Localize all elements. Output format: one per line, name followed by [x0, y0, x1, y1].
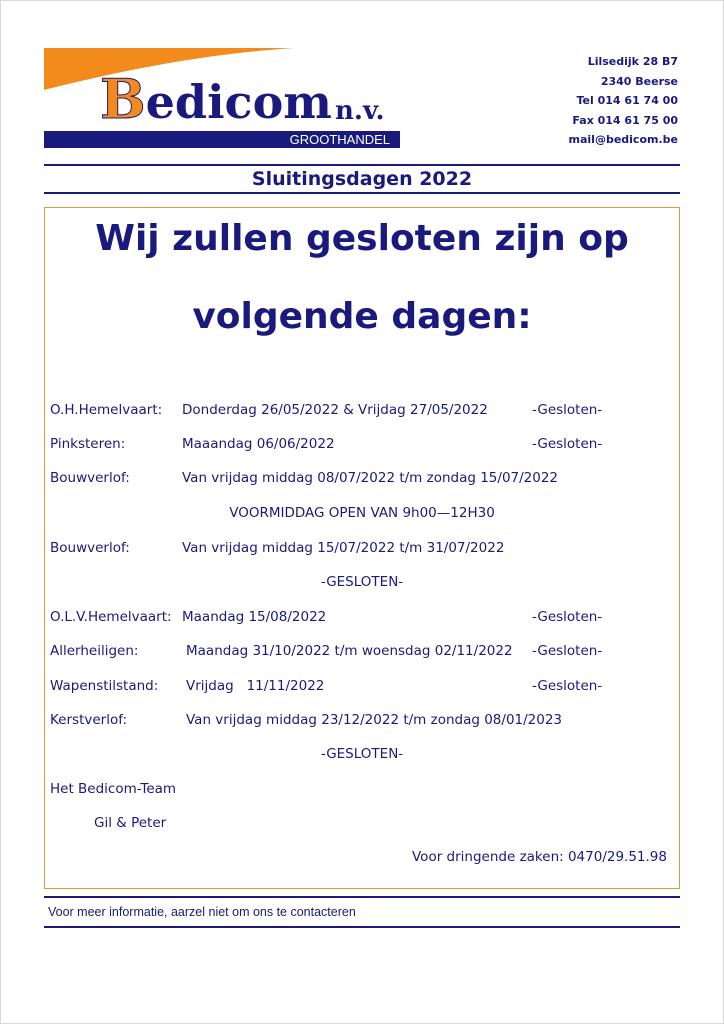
- closure-label: Bouwverlof:: [50, 540, 130, 556]
- closure-label: Wapenstilstand:: [50, 678, 159, 694]
- closure-status: -Gesloten-: [532, 436, 603, 452]
- morning-open-note: VOORMIDDAG OPEN VAN 9h00—12H30: [229, 505, 495, 521]
- closure-dates: Van vrijdag middag 08/07/2022 t/m zondag 15/07/2022: [182, 470, 559, 486]
- closure-dates: Donderdag 26/05/2022 & Vrijdag 27/05/2022: [182, 402, 488, 418]
- closure-dates: Maandag 15/08/2022: [182, 609, 327, 625]
- logo-word: edicom: [145, 75, 332, 129]
- closure-dates: Maandag 31/10/2022 t/m woensdag 02/11/2022: [186, 643, 513, 659]
- footer-rule-bottom: [44, 926, 680, 928]
- address-email: mail@bedicom.be: [568, 133, 678, 146]
- address-tel: Tel 014 61 74 00: [576, 94, 678, 107]
- address-fax: Fax 014 61 75 00: [572, 113, 678, 127]
- headline-line2: volgende dagen:: [192, 296, 532, 337]
- closure-label: Kerstverlof:: [50, 712, 128, 728]
- closure-label: Pinksteren:: [50, 436, 126, 452]
- signature-names: Gil & Peter: [94, 815, 167, 831]
- closure-status: -Gesloten-: [532, 643, 603, 659]
- closure-label: Bouwverlof:: [50, 470, 130, 486]
- closure-dates: Van vrijdag middag 15/07/2022 t/m 31/07/2022: [182, 540, 505, 556]
- footer-text: Voor meer informatie, aarzel niet om ons te contacteren: [48, 905, 356, 919]
- title-rule-bottom: [44, 192, 680, 194]
- signature-team: Het Bedicom-Team: [50, 781, 177, 797]
- logo-wordmark: [100, 67, 332, 131]
- urgent-contact: Voor dringende zaken: 0470/29.51.98: [412, 849, 667, 865]
- closed-note: -GESLOTEN-: [320, 574, 404, 590]
- closure-label: Allerheiligen:: [50, 643, 139, 659]
- closure-dates: Maaandag 06/06/2022: [182, 436, 335, 452]
- closure-label: O.H.Hemelvaart:: [50, 402, 163, 418]
- closures-box: [44, 207, 680, 889]
- closure-dates: Van vrijdag middag 23/12/2022 t/m zondag 08/01/2023: [186, 712, 563, 728]
- address-street: Lilsedijk 28 B7: [587, 55, 678, 68]
- closure-dates: Vrijdag 11/11/2022: [186, 678, 325, 694]
- closure-status: -Gesloten-: [532, 678, 603, 694]
- closure-label: O.L.V.Hemelvaart:: [50, 609, 172, 625]
- logo-bar: [44, 131, 400, 148]
- closure-status: -Gesloten-: [532, 402, 603, 418]
- logo-suffix: n.v.: [335, 96, 385, 126]
- footer-rule-top: [44, 896, 680, 898]
- closed-note: -GESLOTEN-: [320, 746, 404, 762]
- address-block: [569, 52, 678, 150]
- headline-line1: Wij zullen gesloten zijn op: [95, 218, 629, 259]
- logo-subtitle: GROOTHANDEL: [289, 132, 390, 147]
- page-title: Sluitingsdagen 2022: [251, 168, 473, 190]
- address-city: 2340 Beerse: [600, 74, 678, 88]
- logo-initial: B: [100, 67, 146, 131]
- closure-status: -Gesloten-: [532, 609, 603, 625]
